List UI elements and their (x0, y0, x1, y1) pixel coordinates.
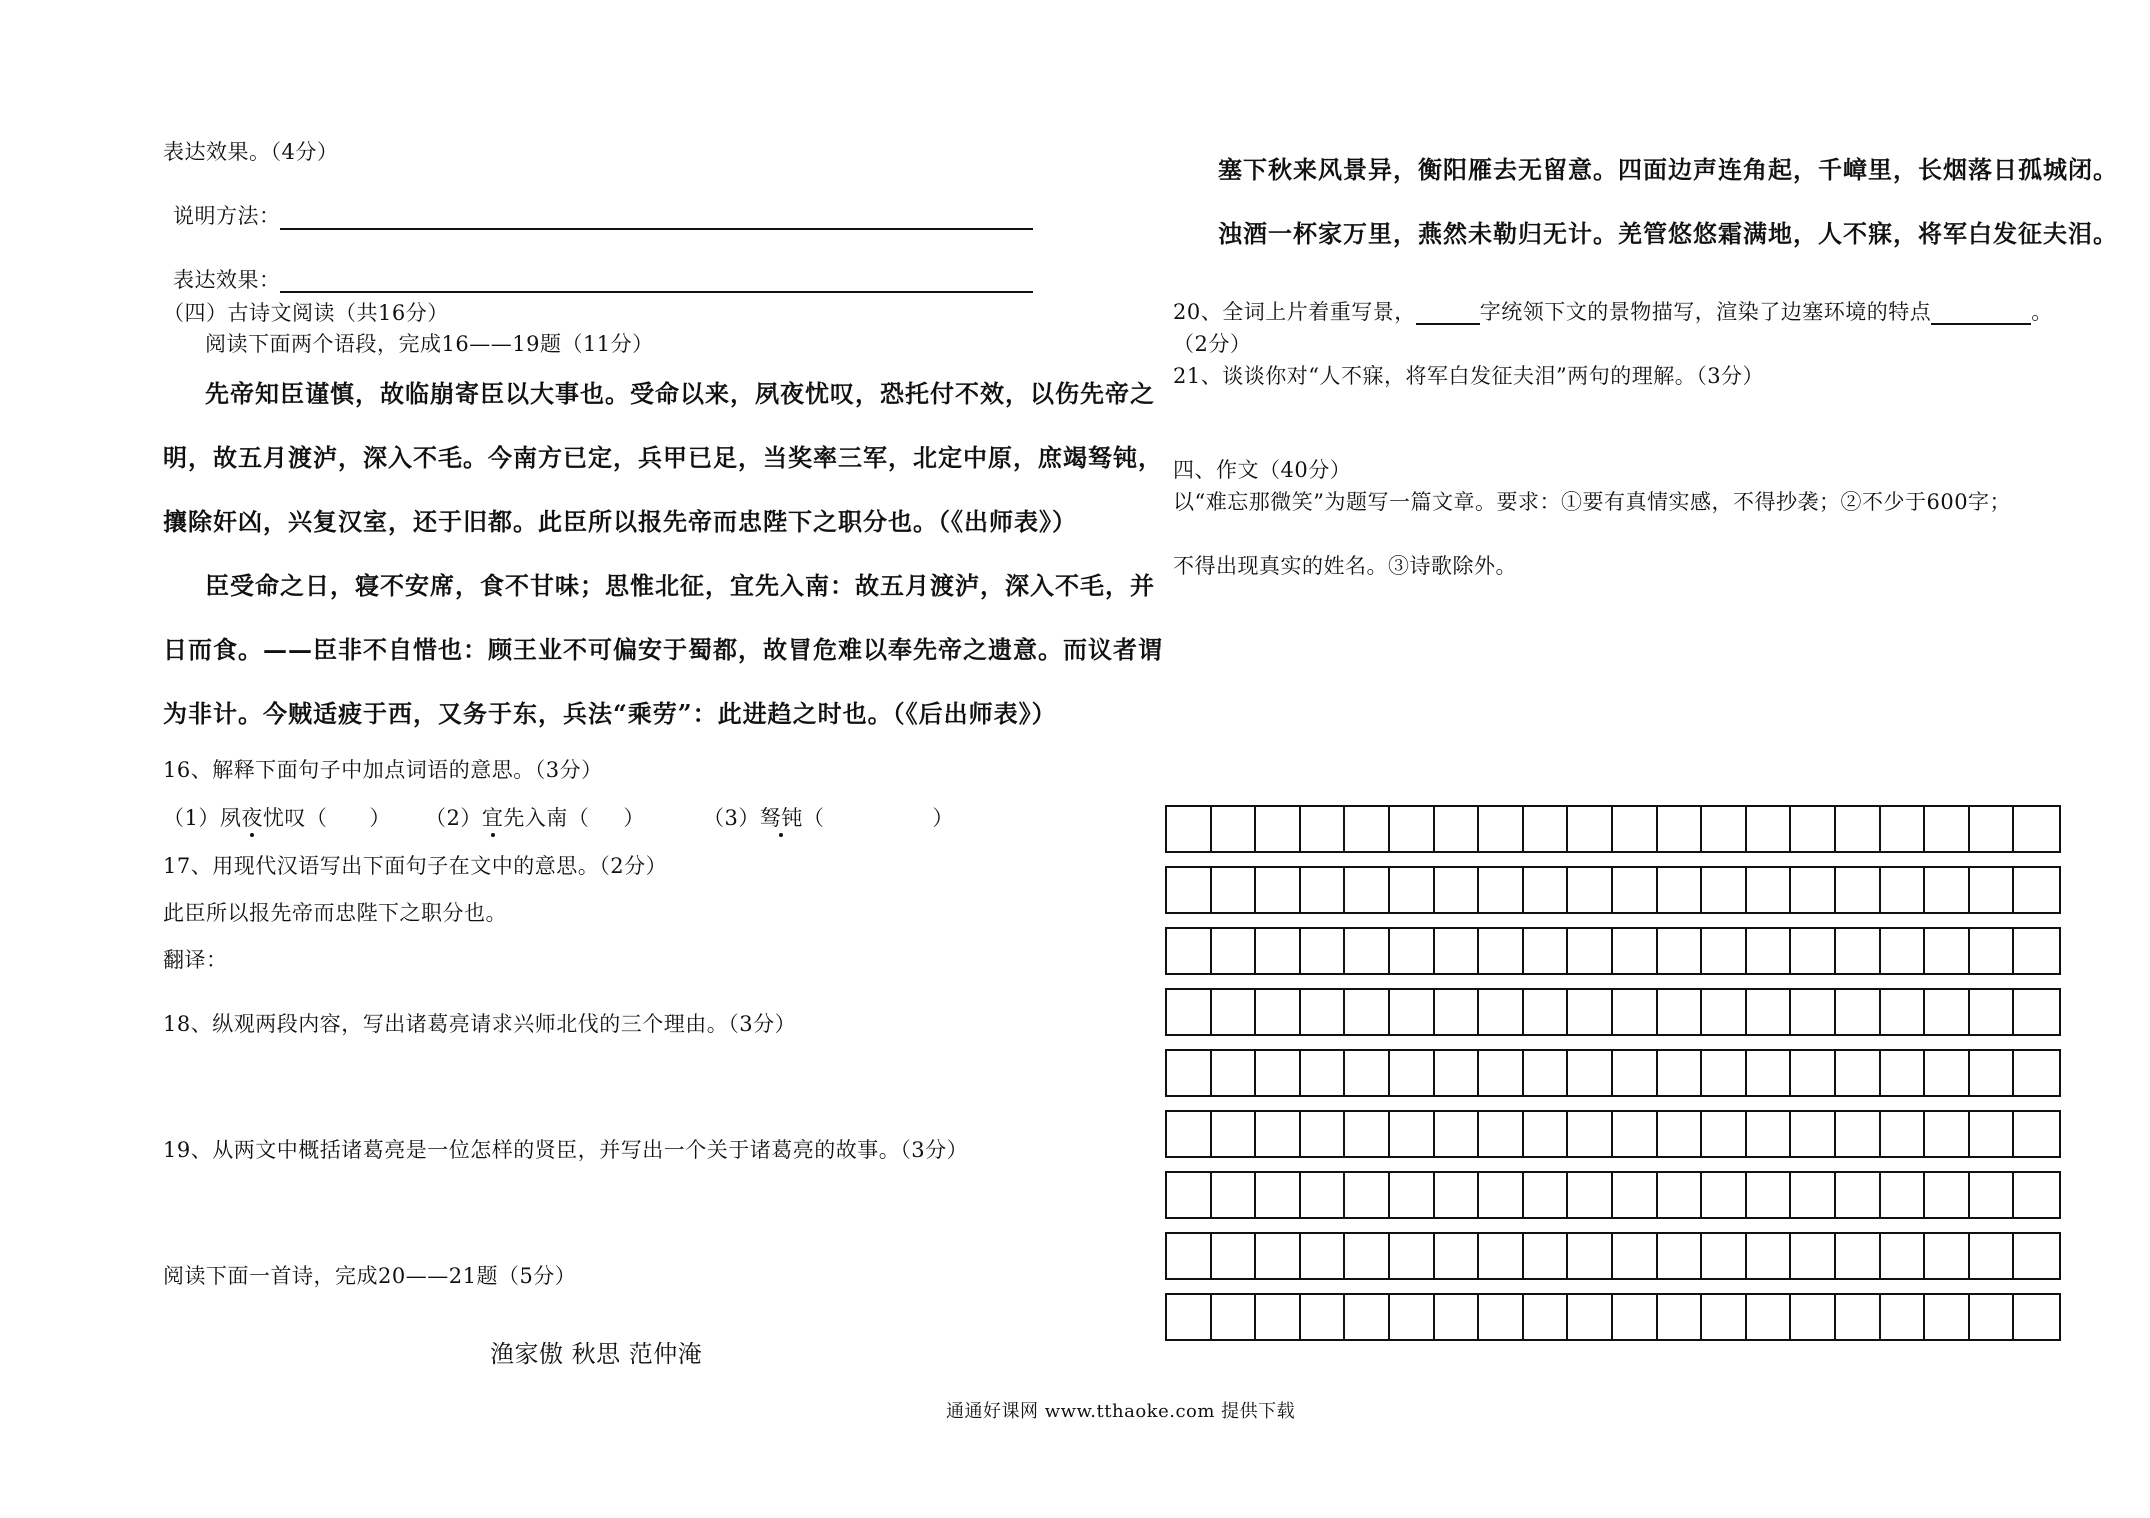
grid-row[interactable] (1165, 1110, 2061, 1158)
item-text: 先入南（ (503, 806, 590, 830)
passage1-line: 明，故五月渡泸，深入不毛。今南方已定，兵甲已足，当奖率三军，北定中原，庶竭驽钝， (163, 443, 1163, 472)
item-text: 夙 (219, 806, 242, 830)
dotted-word: 驽钝 (759, 806, 803, 830)
item-text: （ (802, 806, 825, 830)
effect-label: 表达效果： (173, 268, 281, 292)
method-label: 说明方法： (173, 204, 281, 228)
dotted-word: 夜 (241, 806, 263, 830)
item-number: （2） (425, 806, 482, 830)
item-close: ） (623, 806, 645, 830)
q16-item (703, 808, 954, 829)
grid-row[interactable] (1165, 927, 2061, 975)
passage1-line: 攘除奸凶，兴复汉室，还于旧都。此臣所以报先帝而忠陛下之职分也。（《出师表》） (163, 507, 1077, 536)
q16-item (163, 808, 391, 829)
q17-translate-label: 翻译： (163, 948, 228, 972)
passage1-line: 先帝知臣谨慎，故临崩寄臣以大事也。受命以来，夙夜忧叹，恐托付不效，以伤先帝之 (205, 379, 1155, 408)
effect-answer-line[interactable] (280, 291, 1033, 293)
essay-requirement: 以“难忘那微笑”为题写一篇文章。要求：①要有真情实感，不得抄袭；②不少于600字； (1173, 490, 2012, 514)
answer-blank[interactable] (1931, 302, 2031, 325)
section-title: 四、作文（40分） (1173, 458, 1352, 482)
question-20 (1173, 302, 2053, 325)
item-close: ） (932, 806, 954, 830)
item-close: ） (369, 806, 391, 830)
grid-row[interactable] (1165, 988, 2061, 1036)
question-19: 19、从两文中概括诸葛亮是一位怎样的贤臣，并写出一个关于诸葛亮的故事。（3分） (163, 1138, 969, 1162)
q20-score: （2分） (1173, 332, 1252, 356)
q20-text: 20、全词上片着重写景， (1173, 300, 1416, 324)
q20-text: 。 (2031, 300, 2053, 324)
q15-tail: 表达效果。（4分） (163, 140, 339, 164)
item-number: （3） (703, 806, 760, 830)
instruction: 阅读下面一首诗，完成20——21题（5分） (163, 1264, 577, 1288)
grid-row[interactable] (1165, 1049, 2061, 1097)
grid-row[interactable] (1165, 866, 2061, 914)
grid-row[interactable] (1165, 1232, 2061, 1280)
q20-text: 字统领下文的景物描写，渲染了边塞环境的特点 (1479, 300, 1932, 324)
q17-sentence: 此臣所以报先帝而忠陛下之职分也。 (163, 901, 507, 925)
question-18: 18、纵观两段内容，写出诸葛亮请求兴师北伐的三个理由。（3分） (163, 1012, 797, 1036)
poem-line: 塞下秋来风景异，衡阳雁去无留意。四面边声连角起，千嶂里，长烟落日孤城闭。 (1218, 155, 2118, 184)
section-title: （四）古诗文阅读（共16分） (163, 301, 449, 325)
answer-blank[interactable] (1416, 302, 1480, 325)
grid-row[interactable] (1165, 1293, 2061, 1341)
grid-row[interactable] (1165, 805, 2061, 853)
poem-title: 渔家傲 秋思 范仲淹 (490, 1340, 703, 1368)
item-text: 忧叹（ (262, 806, 328, 830)
method-answer-line[interactable] (280, 228, 1033, 230)
question-21: 21、谈谈你对“人不寐，将军白发征夫泪”两句的理解。（3分） (1173, 364, 1765, 388)
passage2-line: 日而食。——臣非不自惜也：顾王业不可偏安于蜀都，故冒危难以奉先帝之遗意。而议者谓 (163, 635, 1163, 664)
instruction: 阅读下面两个语段，完成16——19题（11分） (205, 332, 654, 356)
q16-item (425, 808, 645, 829)
passage2-line: 为非计。今贼适疲于西，又务于东，兵法“乘劳”：此进趋之时也。（《后出师表》） (163, 699, 1057, 728)
question-16: 16、解释下面句子中加点词语的意思。（3分） (163, 758, 603, 782)
item-number: （1） (163, 806, 220, 830)
passage2-line: 臣受命之日，寝不安席，食不甘味；思惟北征，宜先入南：故五月渡泸，深入不毛，并 (205, 571, 1155, 600)
dotted-word: 宜 (481, 806, 504, 830)
grid-row[interactable] (1165, 1171, 2061, 1219)
page-footer: 通通好课网 www.tthaoke.com 提供下载 (946, 1401, 1296, 1422)
essay-requirement: 不得出现真实的姓名。③诗歌除外。 (1173, 554, 1517, 578)
poem-line: 浊酒一杯家万里，燕然未勒归无计。羌管悠悠霜满地，人不寐，将军白发征夫泪。 (1218, 219, 2118, 248)
question-17: 17、用现代汉语写出下面句子在文中的意思。（2分） (163, 854, 668, 878)
